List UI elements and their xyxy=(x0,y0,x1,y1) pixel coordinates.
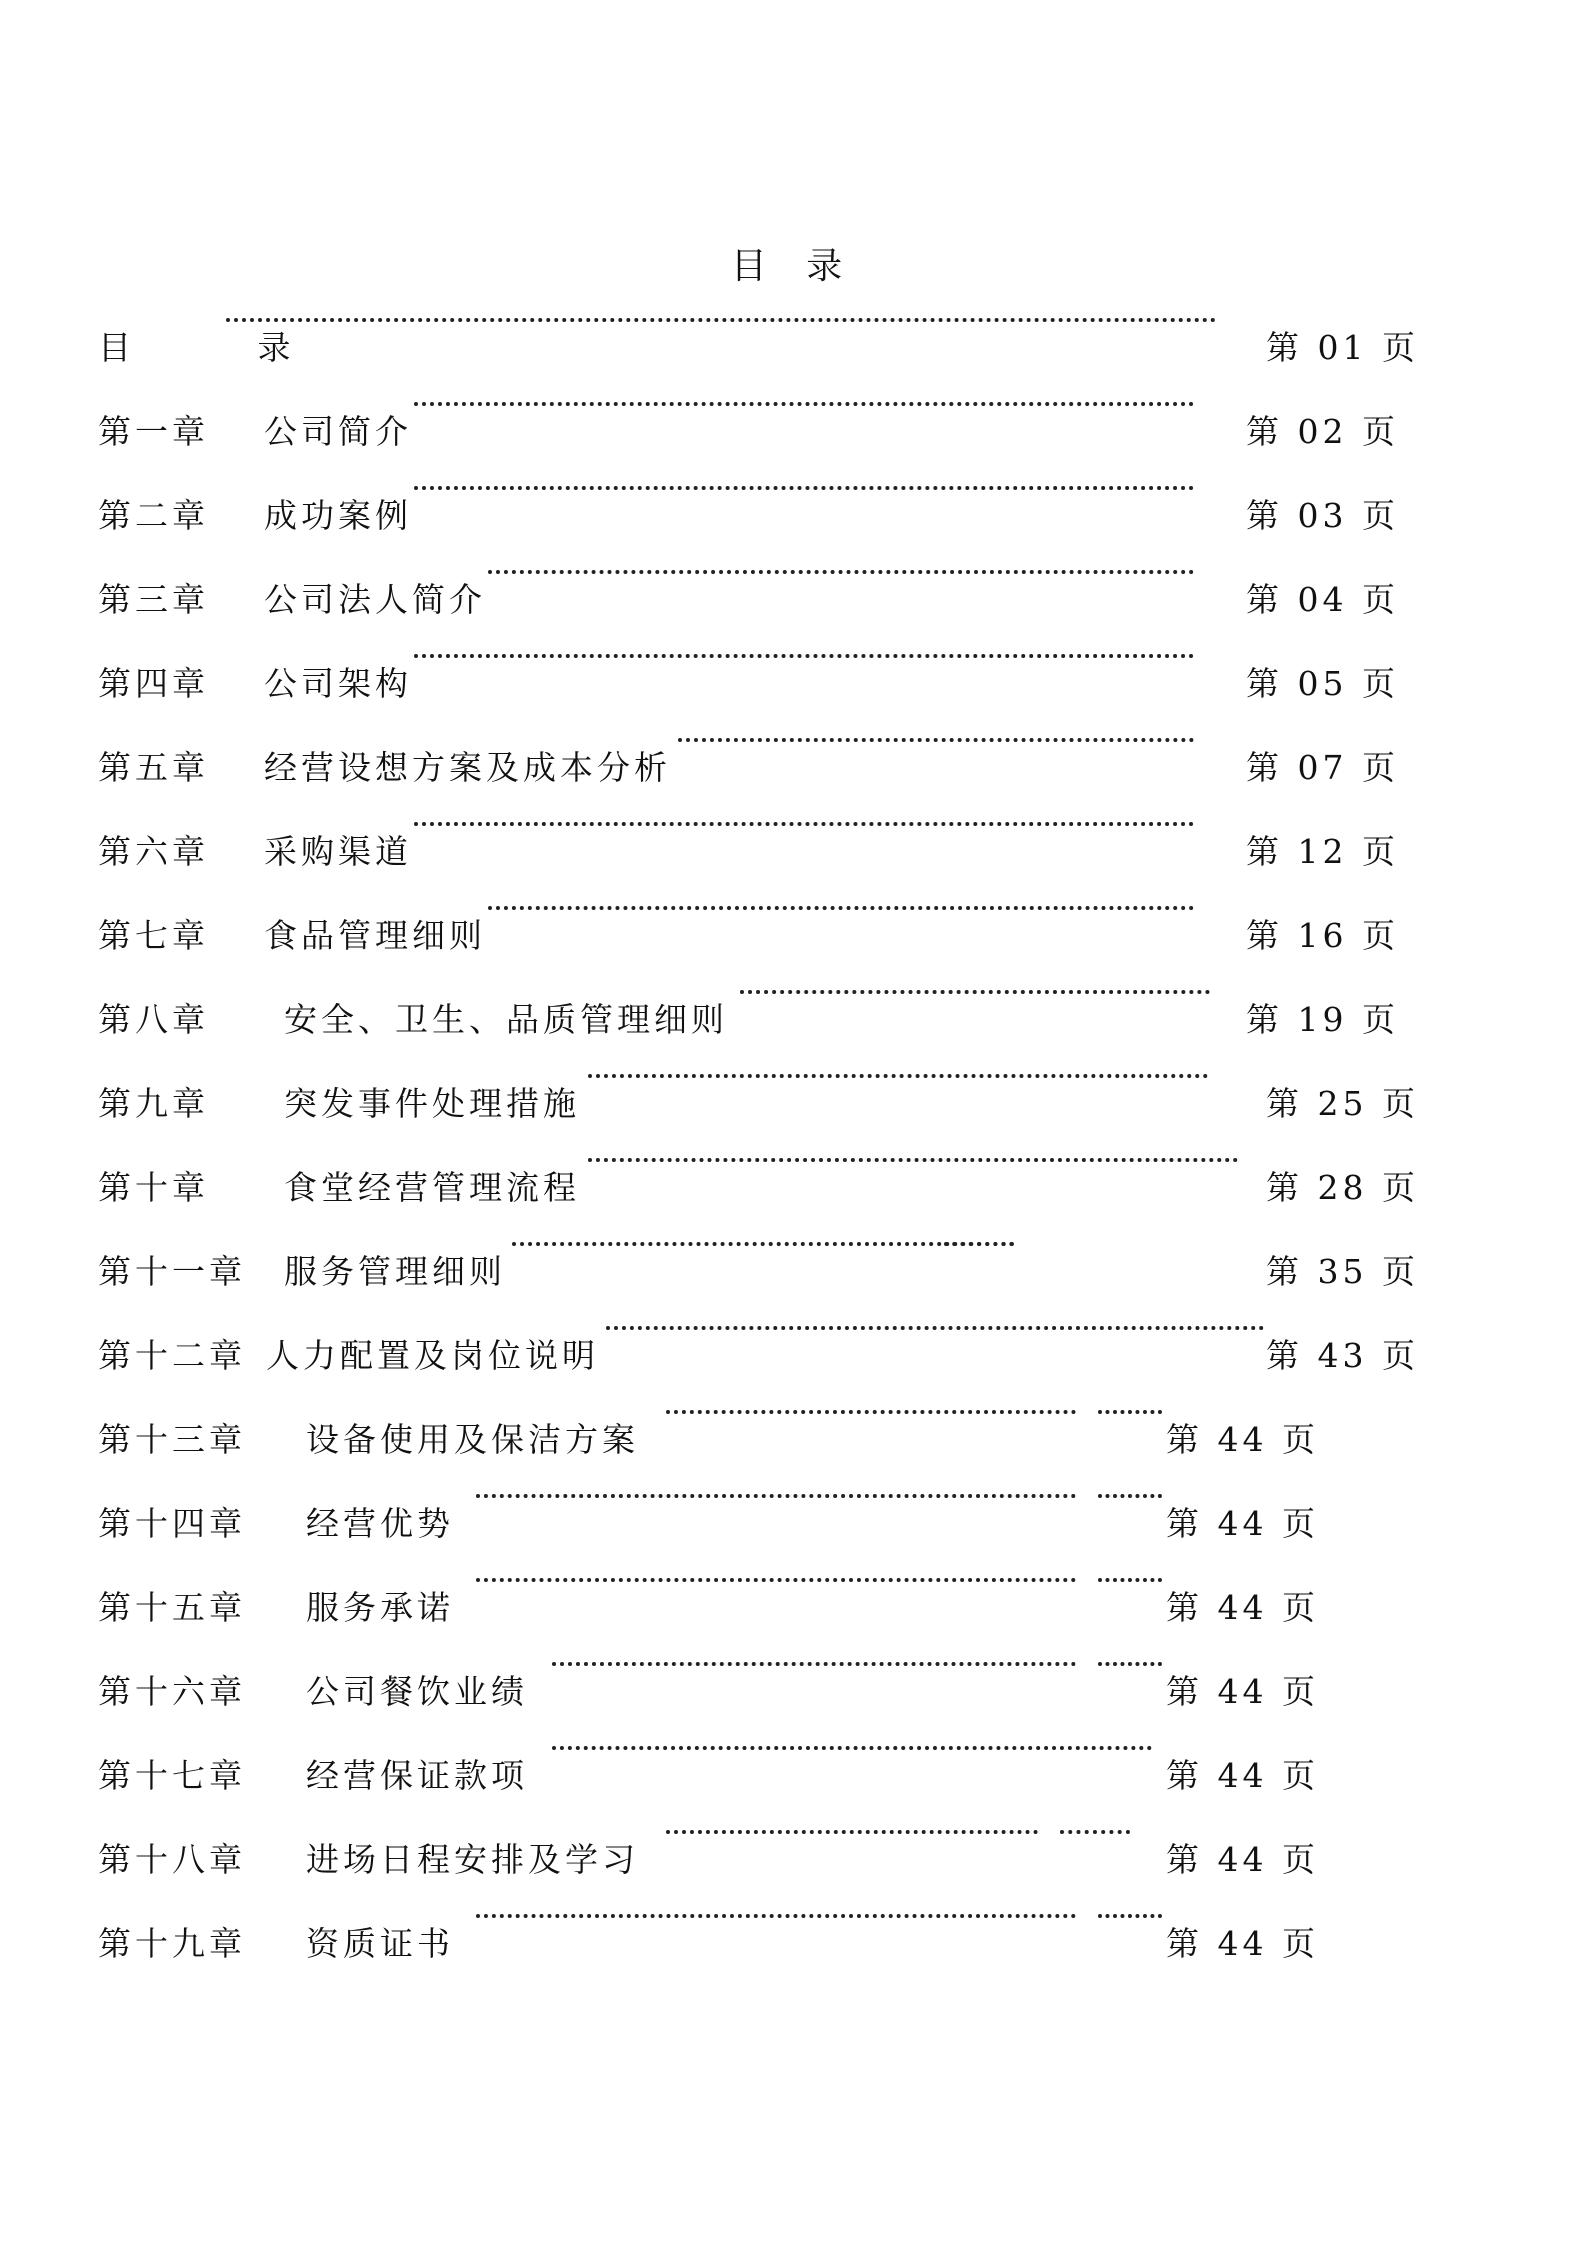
toc-page-number: 第 25 页 xyxy=(1266,1084,1419,1123)
toc-page-number: 第 02 页 xyxy=(1246,412,1399,451)
toc-page-number: 第 19 页 xyxy=(1246,1000,1399,1039)
toc-chapter: 第十六章 xyxy=(98,1672,246,1711)
toc-entry[interactable] xyxy=(98,738,1399,822)
toc-page-number: 第 16 页 xyxy=(1246,916,1399,955)
toc-page-number: 第 01 页 xyxy=(1266,328,1419,367)
toc-page-number: 第 03 页 xyxy=(1246,496,1399,535)
toc-title: 采购渠道 xyxy=(264,832,412,871)
toc-title: 公司简介 xyxy=(264,412,412,451)
dot-leader xyxy=(476,1914,1076,1918)
toc-entry[interactable] xyxy=(98,906,1399,990)
toc-chapter: 第九章 xyxy=(98,1084,209,1123)
toc-title: 服务管理细则 xyxy=(284,1252,506,1291)
toc-title: 公司法人简介 xyxy=(264,580,486,619)
toc-entry[interactable] xyxy=(98,822,1399,906)
toc-page-number: 第 44 页 xyxy=(1166,1756,1319,1795)
dot-leader xyxy=(1098,1914,1162,1918)
toc-page-number: 第 05 页 xyxy=(1246,664,1399,703)
toc-chapter: 第三章 xyxy=(98,580,209,619)
toc-title: 经营保证款项 xyxy=(306,1756,528,1795)
toc-entry[interactable] xyxy=(98,1242,1419,1326)
toc-title: 经营优势 xyxy=(306,1504,454,1543)
toc-entry[interactable] xyxy=(98,1074,1419,1158)
toc-chapter: 第一章 xyxy=(98,412,209,451)
dot-leader xyxy=(414,822,1194,826)
toc-entry[interactable] xyxy=(98,1410,1319,1494)
dot-leader xyxy=(552,1746,1152,1750)
toc-chapter: 第十五章 xyxy=(98,1588,246,1627)
toc-entry[interactable] xyxy=(98,990,1399,1074)
toc-entry[interactable] xyxy=(98,486,1399,570)
toc-page-number: 第 43 页 xyxy=(1266,1336,1419,1375)
toc-entry[interactable] xyxy=(98,1746,1319,1830)
toc-chapter: 第七章 xyxy=(98,916,209,955)
toc-entry[interactable] xyxy=(98,402,1399,486)
toc-chapter: 第十二章 xyxy=(98,1336,246,1375)
dot-leader xyxy=(488,570,1194,574)
toc-title: 公司餐饮业绩 xyxy=(306,1672,528,1711)
toc-chapter: 目 录 xyxy=(98,328,349,367)
toc-chapter: 第十四章 xyxy=(98,1504,246,1543)
toc-chapter: 第二章 xyxy=(98,496,209,535)
toc-page-number: 第 44 页 xyxy=(1166,1672,1319,1711)
dot-leader xyxy=(1098,1494,1162,1498)
toc-entry[interactable] xyxy=(98,1662,1319,1746)
toc-chapter: 第十九章 xyxy=(98,1924,246,1963)
dot-leader xyxy=(414,402,1194,406)
dot-leader xyxy=(666,1410,1076,1414)
toc-page-number: 第 44 页 xyxy=(1166,1588,1319,1627)
toc-chapter: 第六章 xyxy=(98,832,209,871)
dot-leader xyxy=(414,486,1194,490)
toc-page-number: 第 44 页 xyxy=(1166,1420,1319,1459)
toc-page-number: 第 07 页 xyxy=(1246,748,1399,787)
toc-chapter: 第十一章 xyxy=(98,1252,246,1291)
toc-page-number: 第 44 页 xyxy=(1166,1924,1319,1963)
dot-leader xyxy=(740,990,1210,994)
dot-leader xyxy=(1060,1830,1130,1834)
toc-entry[interactable] xyxy=(98,654,1399,738)
toc-chapter: 第五章 xyxy=(98,748,209,787)
toc-entry[interactable] xyxy=(98,1494,1319,1578)
dot-leader xyxy=(476,1578,1076,1582)
toc-entry[interactable] xyxy=(98,1914,1319,1998)
toc-page-number: 第 12 页 xyxy=(1246,832,1399,871)
dot-leader xyxy=(944,1242,1014,1246)
toc-page-number: 第 35 页 xyxy=(1266,1252,1419,1291)
dot-leader xyxy=(488,906,1194,910)
toc-page-number: 第 44 页 xyxy=(1166,1840,1319,1879)
toc-title: 突发事件处理措施 xyxy=(284,1084,580,1123)
dot-leader xyxy=(226,318,1216,322)
dot-leader xyxy=(512,1242,1014,1246)
toc-title: 安全、卫生、品质管理细则 xyxy=(284,1000,728,1039)
toc-title: 食品管理细则 xyxy=(264,916,486,955)
dot-leader xyxy=(588,1074,1208,1078)
dot-leader xyxy=(606,1326,1264,1330)
toc-page-number: 第 28 页 xyxy=(1266,1168,1419,1207)
dot-leader xyxy=(1098,1410,1162,1414)
toc-entry[interactable] xyxy=(98,1326,1419,1410)
toc-chapter: 第十章 xyxy=(98,1168,209,1207)
toc-entry[interactable] xyxy=(98,570,1399,654)
toc-chapter: 第十七章 xyxy=(98,1756,246,1795)
toc-entry[interactable] xyxy=(98,1578,1319,1662)
dot-leader xyxy=(476,1494,1076,1498)
toc-chapter: 第十三章 xyxy=(98,1420,246,1459)
dot-leader xyxy=(414,654,1194,658)
toc-page-number: 第 44 页 xyxy=(1166,1504,1319,1543)
toc-title: 服务承诺 xyxy=(306,1588,454,1627)
toc-chapter: 第十八章 xyxy=(98,1840,246,1879)
toc-title: 公司架构 xyxy=(264,664,412,703)
dot-leader xyxy=(588,1158,1238,1162)
dot-leader xyxy=(1098,1578,1162,1582)
toc-entry[interactable] xyxy=(98,1830,1319,1914)
table-of-contents xyxy=(98,318,1419,1998)
page-title: 目 录 xyxy=(730,246,857,287)
dot-leader xyxy=(1098,1662,1162,1666)
toc-entry[interactable] xyxy=(98,318,1419,402)
dot-leader xyxy=(552,1662,1076,1666)
dot-leader xyxy=(678,738,1194,742)
toc-title: 人力配置及岗位说明 xyxy=(266,1336,599,1375)
toc-page-number: 第 04 页 xyxy=(1246,580,1399,619)
toc-chapter: 第四章 xyxy=(98,664,209,703)
dot-leader xyxy=(666,1830,1038,1834)
toc-title: 进场日程安排及学习 xyxy=(306,1840,639,1879)
toc-title: 资质证书 xyxy=(306,1924,454,1963)
toc-title: 设备使用及保洁方案 xyxy=(306,1420,639,1459)
toc-entry[interactable] xyxy=(98,1158,1419,1242)
toc-chapter: 第八章 xyxy=(98,1000,209,1039)
toc-title: 经营设想方案及成本分析 xyxy=(264,748,671,787)
toc-title: 食堂经营管理流程 xyxy=(284,1168,580,1207)
toc-title: 成功案例 xyxy=(264,496,412,535)
